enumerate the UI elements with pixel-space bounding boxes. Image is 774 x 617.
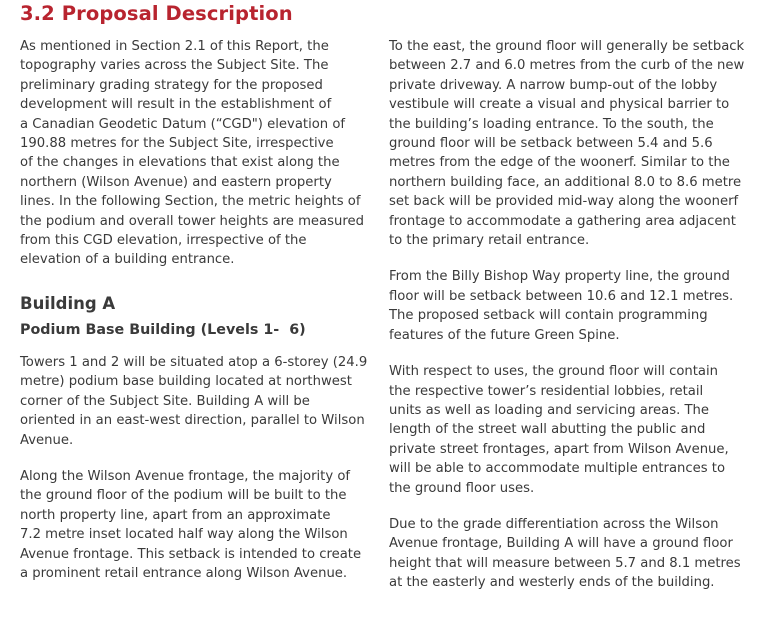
text-line: Avenue. (20, 432, 74, 448)
text-line: northern (Wilson Avenue) and eastern property (20, 174, 332, 190)
text-line: From the Billy Bishop Way property line, the ground (389, 269, 730, 285)
text-line: The proposed setback will contain programming (389, 308, 708, 324)
text-line: the ground floor of the podium will be built to the (20, 488, 347, 504)
text-line: Due to the grade differentiation across the Wilson (389, 516, 719, 532)
uses-paragraph (389, 362, 759, 498)
text-line: at the easterly and westerly ends of the building. (389, 575, 715, 591)
text-line: As mentioned in Section 2.1 of this Report, the (20, 39, 329, 54)
text-line: oriented in an east-west direction, parallel to Wilson (20, 413, 365, 429)
text-line: features of the future Green Spine. (389, 327, 620, 343)
text-line: metres from the edge of the woonerf. Similar to the (389, 155, 730, 171)
text-line: the building’s loading entrance. To the south, the (389, 116, 714, 132)
text-line: ground floor will be setback between 5.4 and 5.6 (389, 136, 713, 152)
text-line: set back will be provided mid-way along the woonerf (389, 194, 739, 210)
text-line: north property line, apart from an approximate (20, 507, 331, 523)
text-line: Avenue frontage, Building A will have a ground floor (389, 536, 733, 552)
text-line: the respective tower’s residential lobbies, retail (389, 383, 704, 399)
text-line: to the primary retail entrance. (389, 233, 590, 249)
wilson-frontage-paragraph (20, 467, 376, 583)
text-line: Towers 1 and 2 will be situated atop a 6-storey (24.9 (20, 354, 368, 370)
text-line: units as well as loading and servicing areas. The (389, 402, 709, 418)
grade-paragraph (389, 515, 759, 593)
text-line: 190.88 metres for the Subject Site, irrespective (20, 136, 334, 152)
text-line: elevation of a building entrance. (20, 252, 235, 268)
text-line: development will result in the establishment of (20, 97, 332, 113)
towers-paragraph (20, 353, 376, 450)
text-line: vestibule will create a visual and physical barrier to (389, 97, 730, 113)
text-line: the podium and overall tower heights are measured (20, 213, 364, 229)
text-line: of the changes in elevations that exist along the (20, 155, 340, 171)
text-line: will be able to accommodate multiple entrances to (389, 461, 726, 477)
text-line: frontage to accommodate a gathering area adjacent (389, 213, 736, 229)
text-line: corner of the Subject Site. Building A will be (20, 393, 310, 409)
text-line: private driveway. A narrow bump-out of the lobby (389, 77, 718, 93)
east-setback-paragraph (389, 37, 759, 250)
intro-paragraph (20, 37, 376, 270)
text-line: private street frontages, apart from Wilson Avenue, (389, 441, 729, 457)
text-line: preliminary grading strategy for the proposed (20, 77, 323, 93)
podium-heading: Podium Base Building (Levels 1- 6) (20, 321, 306, 338)
building-a-heading: Building A (20, 293, 116, 313)
text-line: topography varies across the Subject Site. The (20, 58, 329, 74)
text-line: lines. In the following Section, the metric heights of (20, 194, 361, 210)
text-line: height that will measure between 5.7 and 8.1 metres (389, 555, 741, 571)
text-line: Along the Wilson Avenue frontage, the majority of (20, 468, 351, 484)
text-line: floor will be setback between 10.6 and 12.1 metres. (389, 288, 734, 304)
left-column (20, 37, 376, 583)
text-line: To the east, the ground floor will generally be setback (389, 39, 745, 54)
right-column (389, 37, 759, 593)
text-line: the ground floor uses. (389, 480, 535, 496)
text-line: a Canadian Geodetic Datum (“CGD") elevation of (20, 116, 346, 132)
text-line: from this CGD elevation, irrespective of the (20, 233, 307, 249)
text-line: Avenue frontage. This setback is intended to create (20, 546, 362, 562)
text-line: length of the street wall abutting the public and (389, 422, 706, 438)
section-title: 3.2 Proposal Description (20, 2, 293, 25)
text-line: metre) podium base building located at northwest (20, 374, 352, 390)
billy-bishop-paragraph (389, 267, 759, 345)
text-line: between 2.7 and 6.0 metres from the curb of the new (389, 58, 745, 74)
text-line: With respect to uses, the ground floor will contain (389, 364, 719, 380)
text-line: 7.2 metre inset located half way along the Wilson (20, 527, 348, 543)
text-line: a prominent retail entrance along Wilson Avenue. (20, 565, 348, 581)
text-line: northern building face, an additional 8.0 to 8.6 metre (389, 174, 742, 190)
